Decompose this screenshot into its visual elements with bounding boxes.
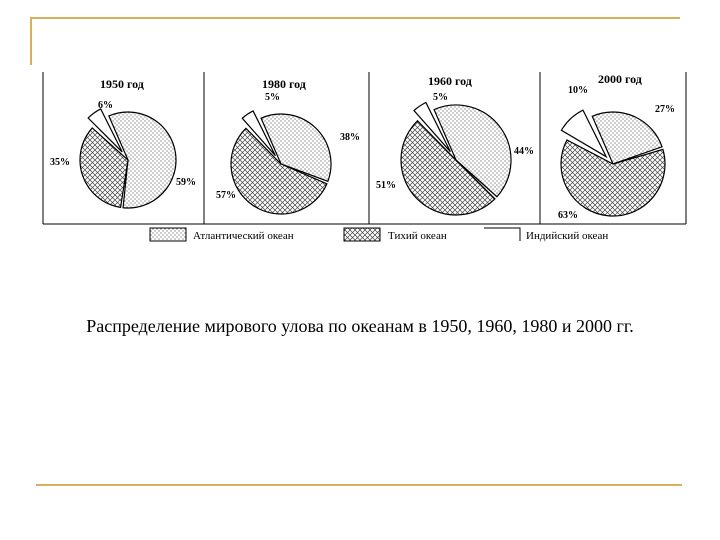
pie-2-label-indian: 5% xyxy=(433,92,448,103)
pie-0-label-atlantic: 59% xyxy=(176,177,196,188)
pie-1-label-indian: 5% xyxy=(265,92,280,103)
legend xyxy=(150,228,608,242)
legend-label-atlantic: Атлантический океан xyxy=(193,230,294,242)
legend-swatch-atlantic xyxy=(150,228,186,241)
pie-3-label-pacific: 63% xyxy=(558,210,578,221)
legend-swatch-pacific xyxy=(344,228,380,241)
pie-0-title: 1950 год xyxy=(100,77,144,91)
pie-3-label-indian: 10% xyxy=(568,85,588,96)
legend-swatch-indian xyxy=(484,228,520,241)
legend-label-indian: Индийский океан xyxy=(526,230,609,242)
pie-2-title: 1960 год xyxy=(428,74,472,88)
pie-2-label-atlantic: 44% xyxy=(514,146,534,157)
pie-0-label-indian: 6% xyxy=(98,100,113,111)
pie-3-label-atlantic: 27% xyxy=(655,104,675,115)
pie-0-label-pacific: 35% xyxy=(50,157,70,168)
pie-2-label-pacific: 51% xyxy=(376,180,396,191)
pie-3-title: 2000 год xyxy=(598,72,642,86)
legend-label-pacific: Тихий океан xyxy=(388,230,447,242)
pie-1-label-pacific: 57% xyxy=(216,190,236,201)
pie-1-label-atlantic: 38% xyxy=(340,132,360,143)
figure-caption: Распределение мирового улова по океанам в 1950, 1960, 1980 и 2000 гг. xyxy=(86,316,634,336)
pie-1-title: 1980 год xyxy=(262,77,306,91)
frame-bottom-line xyxy=(36,484,682,486)
